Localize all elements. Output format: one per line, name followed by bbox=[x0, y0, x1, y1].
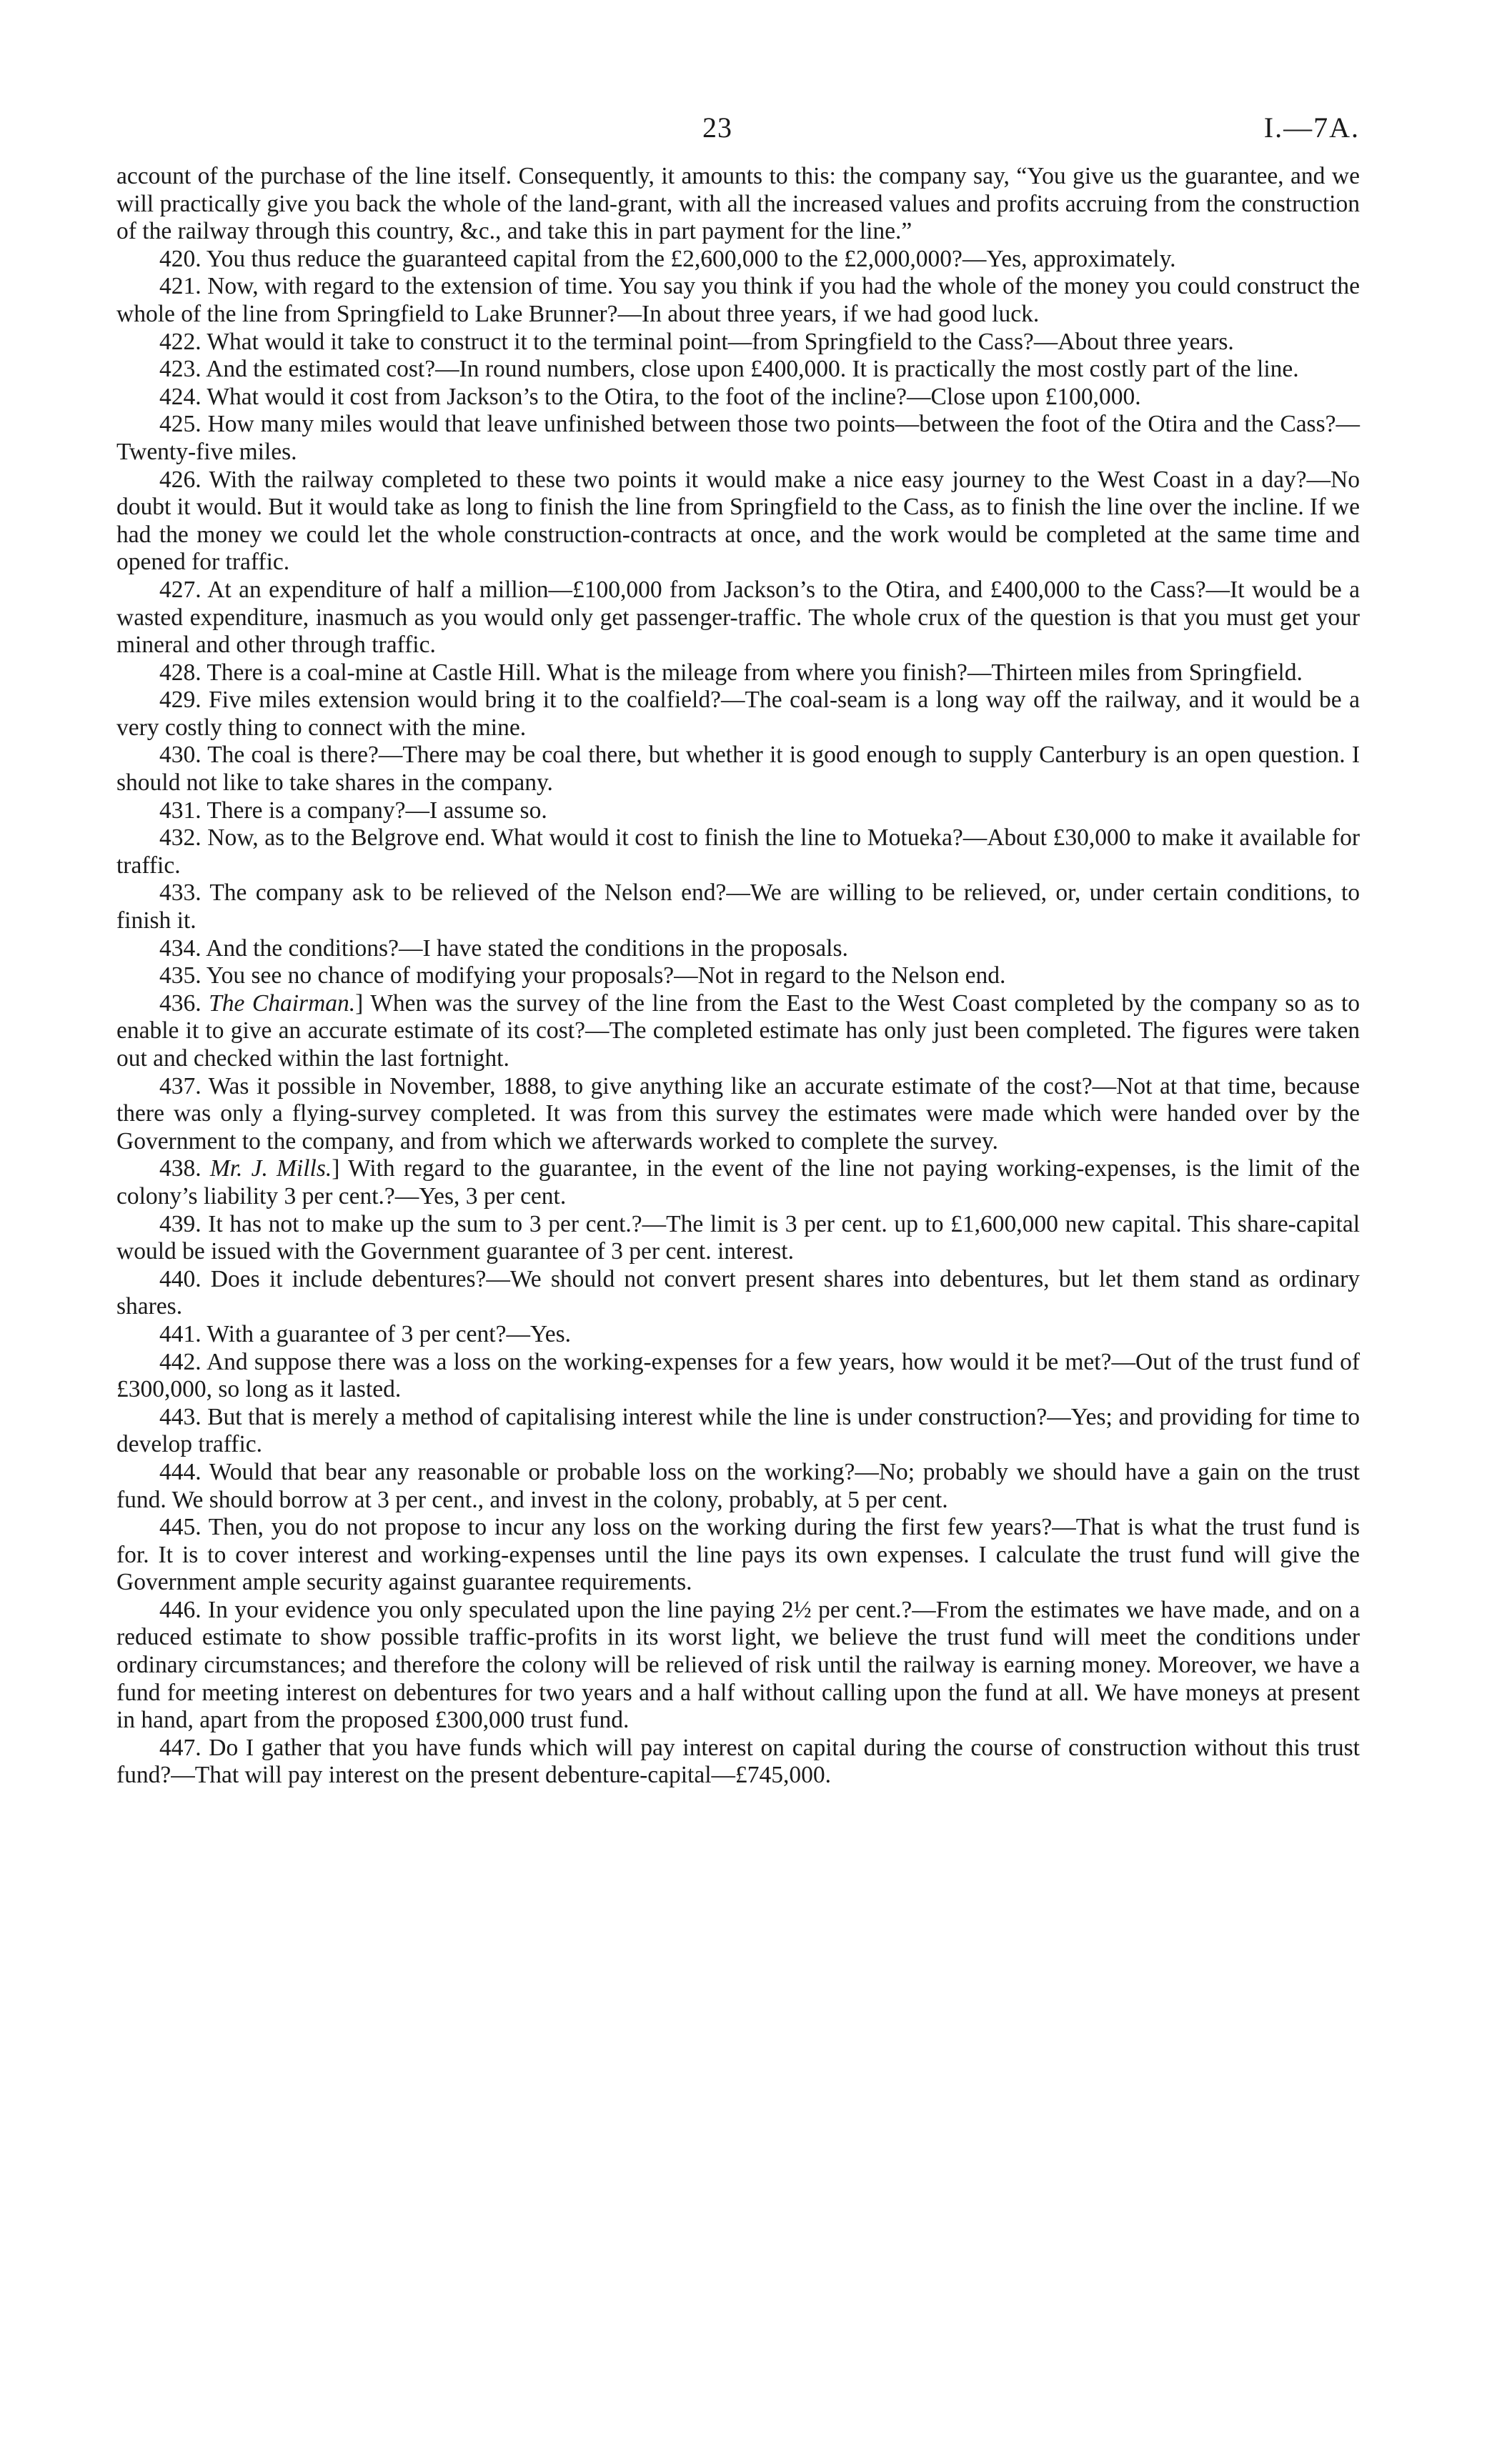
evidence-paragraph: 432. Now, as to the Belgrove end. What would it cost to finish the line to Motueka?—About £30,000 to make it available for traffic. bbox=[116, 824, 1360, 879]
evidence-paragraph: 434. And the conditions?—I have stated the conditions in the proposals. bbox=[159, 934, 848, 962]
evidence-paragraph: 433. The company ask to be relieved of the Nelson end?—We are willing to be relieved, or, under certain conditions, to finish it. bbox=[116, 879, 1360, 934]
evidence-paragraph: 447. Do I gather that you have funds which will pay interest on capital during the course of construction without this trust fund?—That will pay interest on the present debenture-capital—£745,000. bbox=[116, 1734, 1360, 1789]
paragraph-text: ] With regard to the guarantee, in the event of the line not paying working-expenses, is the limit of the colony’s liability 3 per cent.?—Yes, 3 per cent. bbox=[116, 1155, 1361, 1209]
evidence-paragraph: 427. At an expenditure of half a million—£100,000 from Jackson’s to the Otira, and £400,000 to the Cass?—It would be a wasted expenditure, inasmuch as you would only get passenger-traffic. The whole crux of the question is that you must get your mineral and other through traffic. bbox=[116, 576, 1360, 659]
evidence-paragraph: 428. There is a coal-mine at Castle Hill. What is the mileage from where you finish?—Thirteen miles from Springfield. bbox=[159, 659, 1303, 686]
evidence-paragraph: 421. Now, with regard to the extension of time. You say you think if you had the whole of the money you could construct the whole of the line from Springfield to Lake Brunner?—In about three years, if we had good luck. bbox=[116, 273, 1360, 327]
speaker-name: The Chairman. bbox=[209, 989, 356, 1017]
evidence-paragraph bbox=[116, 1155, 1360, 1210]
paragraph-text: ] When was the survey of the line from the East to the West Coast completed by the company so as to enable it to give an accurate estimate of its cost?—The completed estimate has only just been completed. The figures were taken out and checked within the last fortnight. bbox=[116, 989, 1360, 1072]
evidence-paragraph: 435. You see no chance of modifying your proposals?—Not in regard to the Nelson end. bbox=[159, 962, 1006, 989]
speaker-name: Mr. J. Mills. bbox=[209, 1155, 332, 1182]
evidence-paragraph: 425. How many miles would that leave unfinished between those two points—between the foot of the Otira and the Cass?—Twenty-five miles. bbox=[116, 411, 1360, 465]
evidence-paragraph: 446. In your evidence you only speculated upon the line paying 2½ per cent.?—From the estimates we have made, and on a reduced estimate to show possible traffic-profits in its worst light, we believe the trust fund will meet the conditions under ordinary circumstances; and therefore the colony will be relieved of risk until the railway is earning money. Moreover, we have a fund for meeting interest on debentures for two years and a half without calling upon the fund at all. We have moneys at present in hand, apart from the proposed £300,000 trust fund. bbox=[116, 1596, 1360, 1734]
evidence-paragraph: 443. But that is merely a method of capitalising interest while the line is under construction?—Yes; and providing for time to develop traffic. bbox=[116, 1403, 1360, 1458]
question-number: 436. bbox=[159, 989, 209, 1017]
evidence-text bbox=[116, 163, 1360, 1790]
evidence-paragraph: 422. What would it take to construct it to the terminal point—from Springfield to the Cass?—About three years. bbox=[159, 328, 1234, 355]
evidence-paragraph: 420. You thus reduce the guaranteed capital from the £2,600,000 to the £2,000,000?—Yes, approximately. bbox=[159, 245, 1176, 272]
evidence-paragraph: account of the purchase of the line itself. Consequently, it amounts to this: the company say, “You give us the guarantee, and we will practically give you back the whole of the land-grant, with all the increased values and profits accruing from the construction of the railway through this country, &c., and take this in part payment for the line.” bbox=[116, 163, 1360, 245]
page-header bbox=[116, 111, 1360, 163]
evidence-paragraph: 444. Would that bear any reasonable or probable loss on the working?—No; probably we should have a gain on the trust fund. We should borrow at 3 per cent., and invest in the colony, probably, at 5 per cent. bbox=[116, 1458, 1360, 1513]
evidence-paragraph: 431. There is a company?—I assume so. bbox=[159, 797, 547, 824]
evidence-paragraph: 424. What would it cost from Jackson’s to the Otira, to the foot of the incline?—Close upon £100,000. bbox=[159, 383, 1141, 410]
evidence-paragraph: 426. With the railway completed to these two points it would make a nice easy journey to the West Coast in a day?—No doubt it would. But it would take as long to finish the line from Springfield to the Cass, as to finish the line over the incline. If we had the money we could let the whole construction-contracts at once, and the work would be completed at the same time and opened for traffic. bbox=[116, 466, 1360, 576]
page-number: 23 bbox=[702, 111, 732, 144]
evidence-paragraph: 445. Then, you do not propose to incur any loss on the working during the first few years?—That is what the trust fund is for. It is to cover interest and working-expenses until the line pays its own expenses. I calculate the trust fund will give the Government ample security against guarantee requirements. bbox=[116, 1514, 1360, 1596]
evidence-paragraph: 430. The coal is there?—There may be coal there, but whether it is good enough to supply Canterbury is an open question. I should not like to take shares in the company. bbox=[116, 742, 1360, 797]
document-reference: I.—7A. bbox=[1263, 111, 1360, 144]
evidence-paragraph bbox=[116, 990, 1360, 1073]
document-page bbox=[116, 111, 1361, 1790]
evidence-paragraph: 423. And the estimated cost?—In round numbers, close upon £400,000. It is practically the most costly part of the line. bbox=[159, 356, 1299, 383]
evidence-paragraph: 439. It has not to make up the sum to 3 per cent.?—The limit is 3 per cent. up to £1,600,000 new capital. This share-capital would be issued with the Government guarantee of 3 per cent. interest. bbox=[116, 1210, 1360, 1265]
evidence-paragraph: 442. And suppose there was a loss on the working-expenses for a few years, how would it be met?—Out of the trust fund of £300,000, so long as it lasted. bbox=[116, 1348, 1360, 1403]
evidence-paragraph: 429. Five miles extension would bring it to the coalfield?—The coal-seam is a long way off the railway, and it would be a very costly thing to connect with the mine. bbox=[116, 687, 1360, 741]
evidence-paragraph: 441. With a guarantee of 3 per cent?—Yes. bbox=[159, 1320, 572, 1347]
question-number: 438. bbox=[159, 1155, 210, 1182]
evidence-paragraph: 440. Does it include debentures?—We should not convert present shares into debentures, but let them stand as ordinary shares. bbox=[116, 1265, 1360, 1320]
evidence-paragraph: 437. Was it possible in November, 1888, to give anything like an accurate estimate of the cost?—Not at that time, because there was only a flying-survey completed. It was from this survey the estimates were made which were handed over by the Government to the company, and from which we afterwards worked to complete the survey. bbox=[116, 1072, 1360, 1154]
